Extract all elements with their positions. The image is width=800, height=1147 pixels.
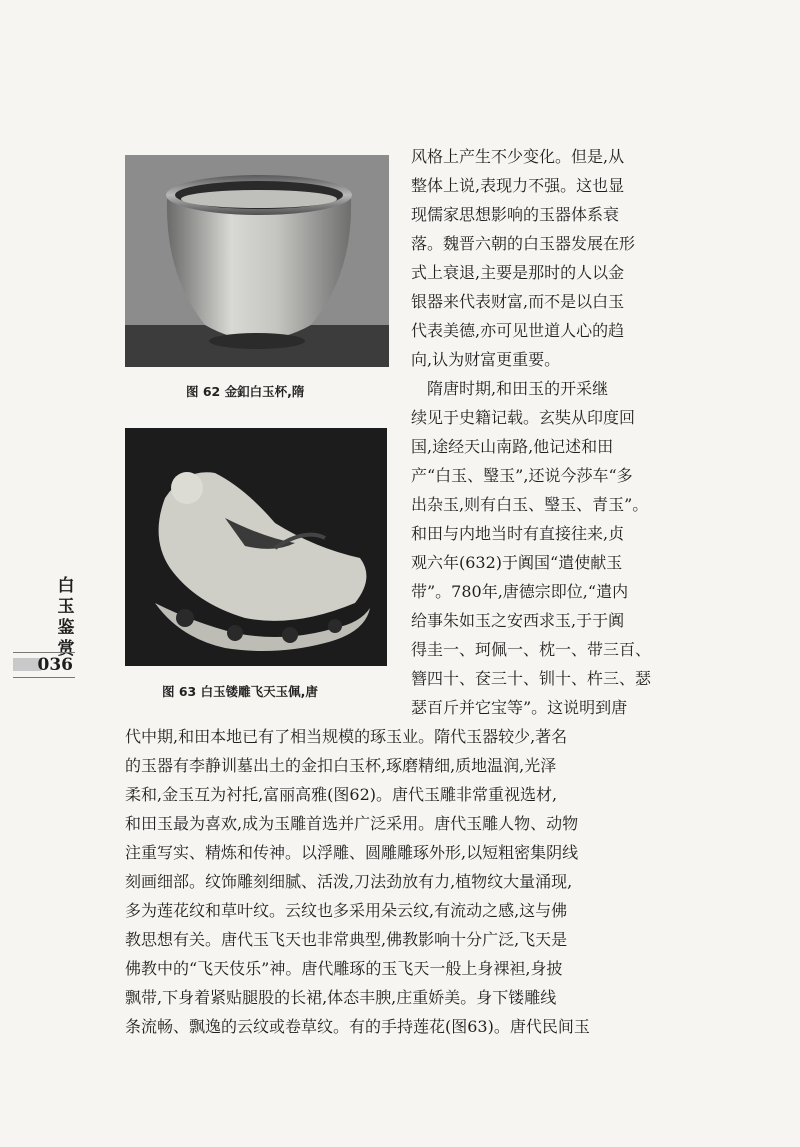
text-line: 带”。780年,唐德宗即位,“遣内 — [411, 582, 629, 601]
text-line: 风格上产生不少变化。但是,从 — [411, 147, 625, 166]
text-line: 飘带,下身着紧贴腿股的长裙,体态丰腴,庄重娇美。身下镂雕线 — [125, 988, 557, 1007]
text-line: 多为莲花纹和草叶纹。云纹也多采用朵云纹,有流动之感,这与佛 — [125, 901, 568, 920]
text-line: 柔和,金玉互为衬托,富丽高雅(图62)。唐代玉雕非常重视选材, — [125, 785, 558, 804]
section-title-char: 赏 — [57, 639, 75, 659]
text-line: 和田玉最为喜欢,成为玉雕首选并广泛采用。唐代玉雕人物、动物 — [125, 814, 579, 833]
figure-62-caption: 图 62 金釦白玉杯,隋 — [186, 384, 305, 399]
text-line: 隋唐时期,和田玉的开采继 — [411, 379, 609, 398]
jade-apsara-pendant-image — [125, 428, 387, 666]
page-number: 036 — [37, 655, 73, 675]
section-title-char: 白 — [57, 576, 75, 596]
text-line: 的玉器有李静训墓出土的金扣白玉杯,琢磨精细,质地温润,光泽 — [125, 756, 557, 775]
text-line: 条流畅、飘逸的云纹或卷草纹。有的手持莲花(图63)。唐代民间玉 — [125, 1017, 590, 1036]
text-line: 国,途经天山南路,他记述和田 — [411, 437, 614, 456]
text-line: 落。魏晋六朝的白玉器发展在形 — [411, 234, 636, 253]
text-line: 佛教中的“飞天伎乐”神。唐代雕琢的玉飞天一般上身裸袒,身披 — [125, 959, 563, 978]
text-line: 教思想有关。唐代玉飞天也非常典型,佛教影响十分广泛,飞天是 — [125, 930, 568, 949]
section-title-text — [54, 576, 78, 660]
text-line: 给事朱如玉之安西求玉,于于阗 — [411, 611, 625, 630]
figure-63-photo — [125, 428, 387, 666]
text-line: 续见于史籍记载。玄奘从印度回 — [411, 408, 636, 427]
text-line: 观六年(632)于阗国“遣使献玉 — [411, 553, 623, 572]
text-line: 式上衰退,主要是那时的人以金 — [411, 263, 625, 282]
text-line: 和田与内地当时有直接往来,贞 — [411, 524, 625, 543]
section-title-char: 鉴 — [57, 618, 75, 638]
text-line: 代表美德,亦可见世道人心的趋 — [411, 321, 625, 340]
text-line: 整体上说,表现力不强。这也显 — [411, 176, 625, 195]
text-line: 向,认为财富更重要。 — [411, 350, 561, 369]
section-title-char: 玉 — [57, 597, 75, 617]
text-line: 注重写实、精炼和传神。以浮雕、圆雕雕琢外形,以短粗密集阴线 — [125, 843, 579, 862]
page-number-box — [13, 652, 75, 678]
text-line: 出杂玉,则有白玉、瑿玉、青玉”。 — [411, 495, 649, 514]
text-line: 簪四十、奁三十、钏十、杵三、瑟 — [411, 669, 652, 688]
text-line: 得圭一、珂佩一、枕一、带三百、 — [411, 640, 652, 659]
text-line: 代中期,和田本地已有了相当规模的琢玉业。隋代玉器较少,著名 — [125, 727, 568, 746]
jade-cup-image — [125, 155, 389, 367]
text-line: 产“白玉、瑿玉”,还说今莎车“多 — [411, 466, 633, 485]
text-line: 瑟百斤并它宝等”。这说明到唐 — [411, 698, 628, 717]
figure-63-caption: 图 63 白玉镂雕飞天玉佩,唐 — [162, 684, 318, 699]
section-title-vertical — [54, 576, 78, 660]
text-line: 刻画细部。纹饰雕刻细腻、活泼,刀法劲放有力,植物纹大量涌现, — [125, 872, 573, 891]
figure-62-photo — [125, 155, 389, 367]
text-line: 银器来代表财富,而不是以白玉 — [411, 292, 625, 311]
text-line: 现儒家思想影响的玉器体系衰 — [411, 205, 620, 224]
